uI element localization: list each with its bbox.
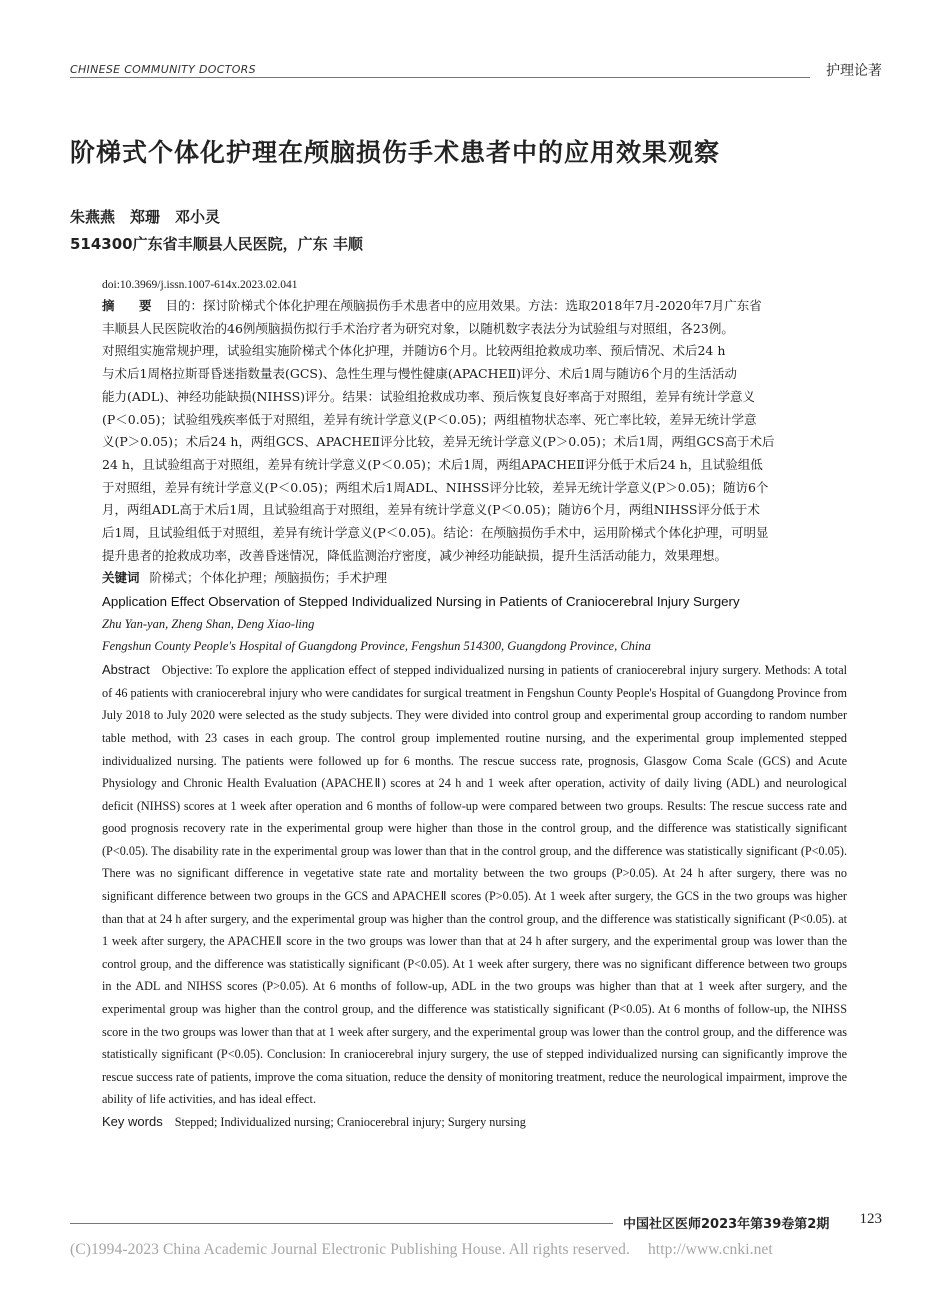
page-footer	[70, 1210, 882, 1232]
english-title: Application Effect Observation of Stepped Individualized Nursing in Patients of Craniocerebral Injury Surgery	[102, 594, 740, 610]
page-number: 123	[859, 1211, 882, 1227]
article-authors: 朱燕燕 郑珊 邓小灵	[70, 208, 221, 226]
copyright-line	[70, 1241, 773, 1259]
abstract-label: 摘 要	[102, 298, 158, 313]
english-abstract-label: Abstract	[102, 662, 150, 678]
abstract-line: 24 h，且试验组高于对照组，差异有统计学意义(P＜0.05)；术后1周，两组APACHEⅡ评分低于术后24 h，且试验组低	[102, 456, 763, 472]
abstract-line: 摘 要 目的：探讨阶梯式个体化护理在颅脑损伤手术患者中的应用效果。方法：选取2018年7月-2020年7月广东省	[102, 298, 762, 313]
abstract-line: 与术后1周格拉斯哥昏迷指数量表(GCS)、急性生理与慢性健康(APACHEⅡ)评分、术后1周与随访6个月的生活活动	[102, 366, 737, 382]
abstract-line: 丰顺县人民医院收治的46例颅脑损伤拟行手术治疗者为研究对象，以随机数字表法分为试验组与对照组，各23例。	[102, 320, 734, 336]
article-affiliation: 514300广东省丰顺县人民医院，广东 丰顺	[70, 235, 363, 253]
page-header	[70, 60, 882, 82]
footer-rule	[70, 1223, 613, 1224]
abstract-line: 后1周，且试验组低于对照组，差异有统计学意义(P＜0.05)。结论：在颅脑损伤手术中，运用阶梯式个体化护理，可明显	[102, 525, 769, 541]
copyright-url[interactable]: http://www.cnki.net	[647, 1241, 773, 1258]
abstract-line: 能力(ADL)、神经功能缺损(NIHSS)评分。结果：试验组抢救成功率、预后恢复良好率高于对照组，差异有统计学意义	[102, 388, 756, 404]
english-authors: Zhu Yan-yan, Zheng Shan, Deng Xiao-ling	[102, 617, 315, 632]
article-title: 阶梯式个体化护理在颅脑损伤手术患者中的应用效果观察	[70, 138, 721, 167]
doi: doi:10.3969/j.issn.1007-614x.2023.02.041	[102, 279, 298, 291]
abstract-line: 义(P＞0.05)；术后24 h，两组GCS、APACHEⅡ评分比较，差异无统计学意义(P＞0.05)；术后1周，两组GCS高于术后	[102, 434, 775, 450]
keywords-cn	[102, 567, 847, 590]
english-abstract-text: Objective: To explore the application effect of stepped individualized nursing in patients of craniocerebral injury surgery. Methods: A total of 46 patients with craniocerebral injury who were candidates for surgical treatment in Fengshun County People's Hospital of Guangdong Province from July 2018 to July 2020 were selected as the study subjects. They were divided into control group and experimental group according to random number table method, with 23 cases in each group. The control group implemented routine nursing, and the experimental group implemented stepped individualized nursing. The patients were followed up for 6 months. The rescue success rate, prognosis, Glasgow Coma Scale (GCS) and Acute Physiology and Chronic Health Evaluation (APACHEⅡ) scores at 24 h and 1 week after operation, activity of daily living (ADL) and neurological deficit (NIHSS) scores at 1 week after operation and 6 months of follow-up were compared between two groups. Results: The rescue success rate and good prognosis recovery rate in the experimental group were higher than those in the control group, and the difference was statistically significant (P<0.05). The disability rate in the experimental group was lower than that in the control group, and the difference was statistically significant (P<0.05). There was no significant difference in vegetative state rate and mortality between the two groups (P>0.05). At 24 h after surgery, there was no significant difference between two groups in the GCS and APACHEⅡ scores (P>0.05). At 1 week after surgery, the GCS in the two groups was higher than that at 24 h after surgery, and the experimental group was higher than the control group, and the difference was statistically significant (P<0.05). at 1 week after surgery, the APACHEⅡ score in the two groups was lower than that at 24 h after surgery, and the experimental group was lower than the control group, and the difference was statistically significant (P<0.05). At 1 week after surgery, there was no significant difference between two groups in the ADL and NIHSS scores (P>0.05). At 6 months of follow-up, ADL in the two groups was higher than that at 1 week after surgery, and the experimental group was higher than the control group, and the difference was statistically significant (P<0.05). At 6 months of follow-up, the NIHSS score in the two groups was lower than that at 1 week after surgery, and the experimental group was lower than the control group, and the difference was statistically significant (P<0.05). Conclusion: In craniocerebral injury surgery, the use of stepped individualized nursing can significantly improve the rescue success rate of patients, improve the coma situation, reduce the density of monitoring treatment, reduce the neurological impairment, improve the ability of life activities, and has ideal effect.	[102, 663, 847, 1107]
keywords-text: 阶梯式；个体化护理；颅脑损伤；手术护理	[149, 570, 388, 586]
copyright-text: (C)1994-2023 China Academic Journal Electronic Publishing House. All rights reserved.	[70, 1241, 630, 1258]
keywords-label: 关键词	[102, 570, 140, 586]
footer-journal: 中国社区医师2023年第39卷第2期	[623, 1217, 830, 1232]
english-keywords	[102, 1111, 847, 1133]
header-rule	[70, 77, 810, 78]
article-body	[102, 275, 847, 1133]
abstract-line: 月，两组ADL高于术后1周，且试验组高于对照组，差异有统计学意义(P＜0.05)；随访6个月，两组NIHSS评分低于术	[102, 502, 760, 518]
abstract-line: (P＜0.05)；试验组残疾率低于对照组，差异有统计学意义(P＜0.05)；两组植物状态率、死亡率比较，差异无统计学意	[102, 411, 757, 427]
abstract-line: 于对照组，差异有统计学意义(P＜0.05)；两组术后1周ADL、NIHSS评分比较，差异无统计学意义(P＞0.05)；随访6个	[102, 479, 769, 495]
journal-name-en: CHINESE COMMUNITY DOCTORS	[70, 63, 256, 76]
english-keywords-text: Stepped; Individualized nursing; Craniocerebral injury; Surgery nursing	[174, 1115, 526, 1130]
abstract-line: 提升患者的抢救成功率，改善昏迷情况，降低监测治疗密度，减少神经功能缺损，提升生活活动能力，效果理想。	[102, 547, 728, 563]
english-keywords-label: Key words	[102, 1114, 163, 1130]
section-tag: 护理论著	[826, 63, 882, 79]
english-abstract	[102, 659, 847, 1111]
abstract-line: 对照组实施常规护理，试验组实施阶梯式个体化护理，并随访6个月。比较两组抢救成功率、预后情况、术后24 h	[102, 343, 726, 359]
english-affiliation: Fengshun County People's Hospital of Guangdong Province, Fengshun 514300, Guangdong Province, China	[102, 639, 651, 654]
